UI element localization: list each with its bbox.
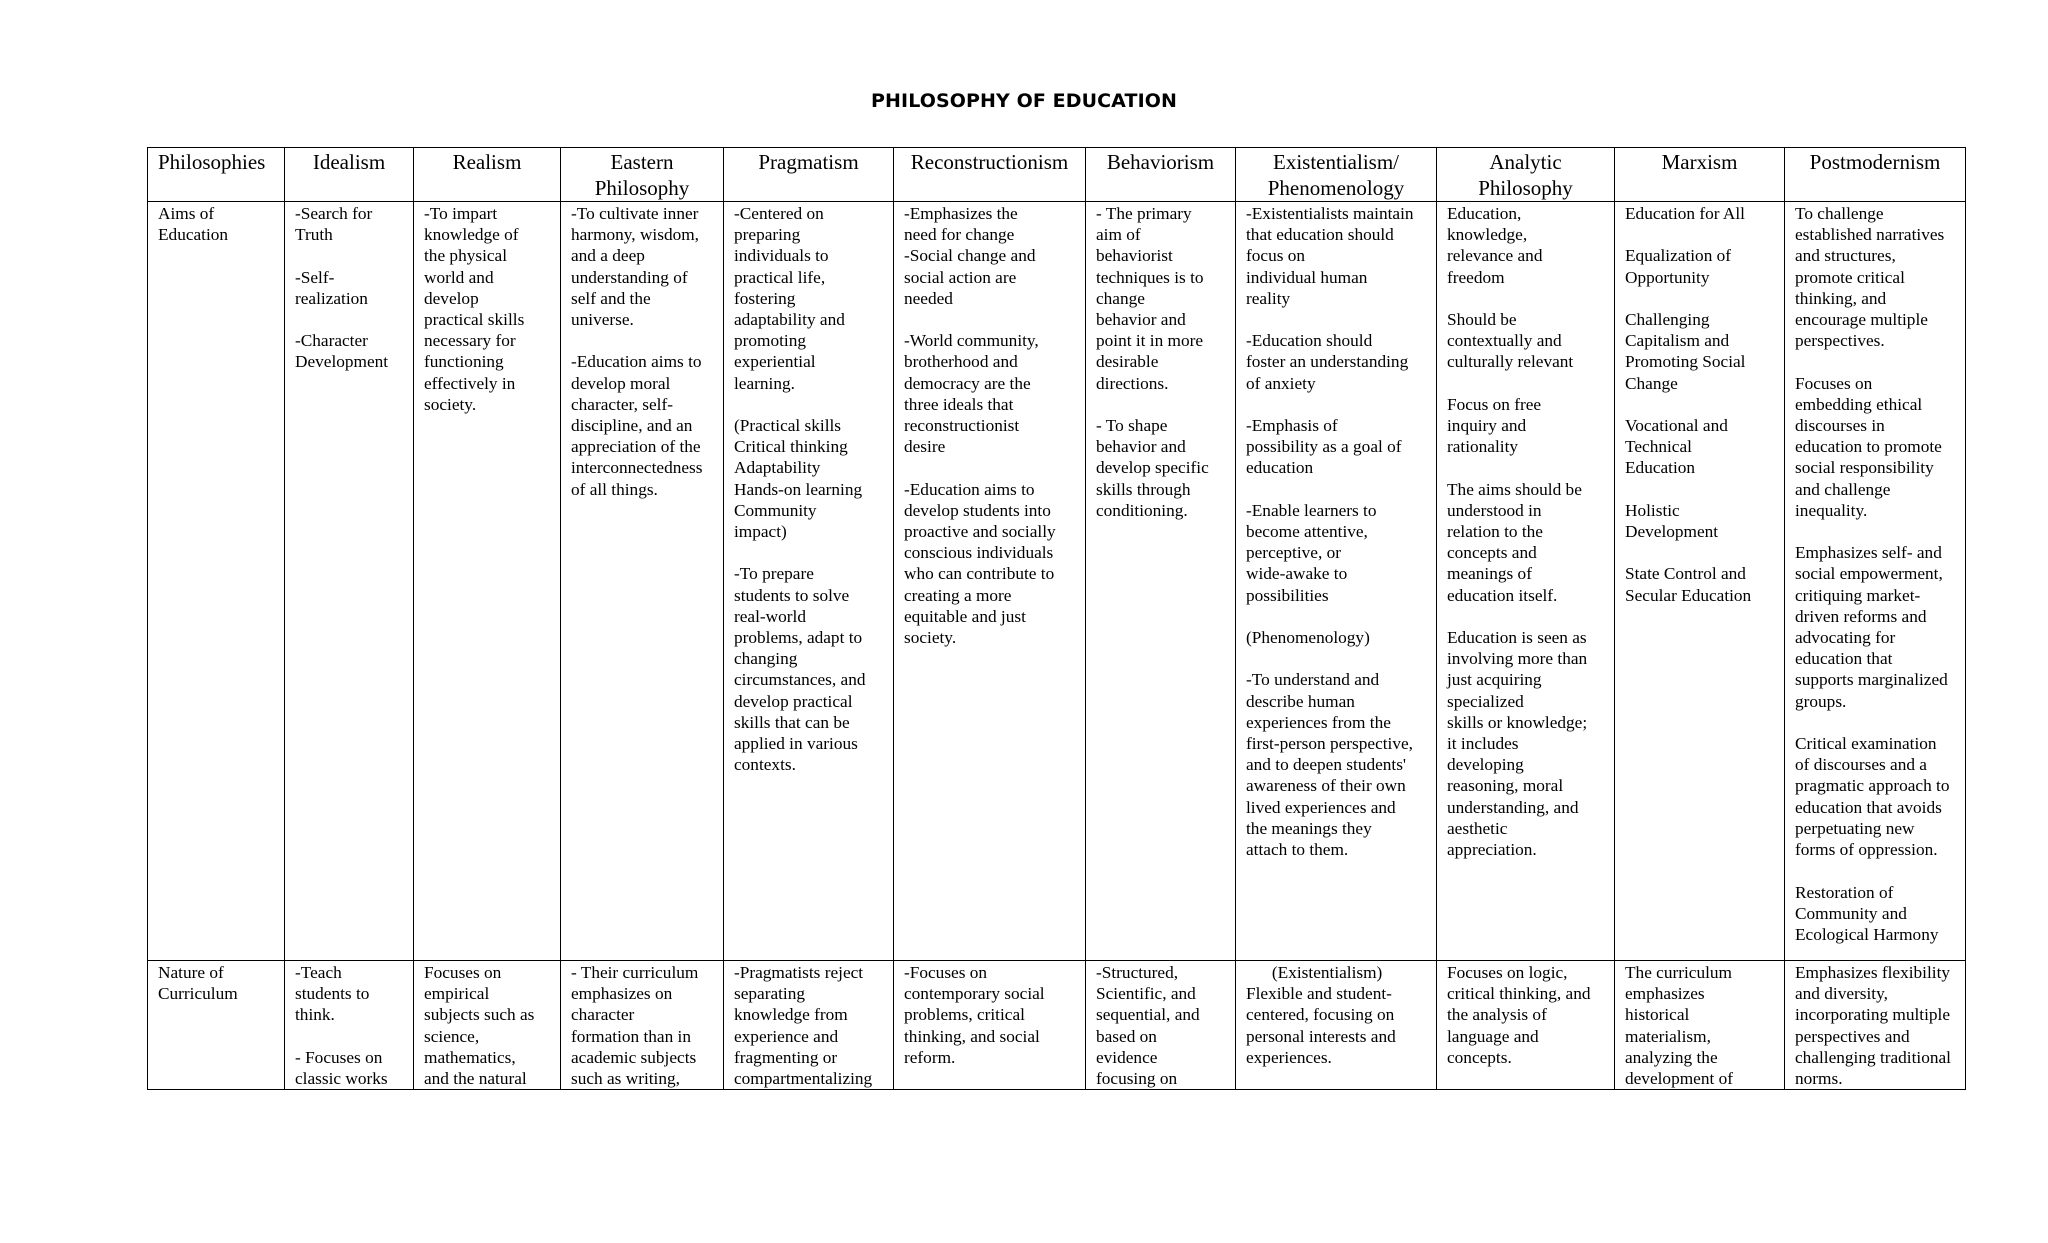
table-cell-aims-existentialism: -Existentialists maintain that education should focus on individual human reality -Education should foster an understanding of anxiety -Emphasis of possibility as a goal of education -Enable learners to become attentive, perceptive, or wide-awake to possibilities (Phenomenology) -To understand and describe human experiences from the first-person perspective, and to deepen students' awareness of their own lived experiences and the meanings they attach to them. [1236,202,1437,961]
page-title: PHILOSOPHY OF EDUCATION [871,90,1177,112]
column-header-existentialism-phenomenology: Existentialism/ Phenomenology [1236,148,1437,202]
column-header-marxism: Marxism [1615,148,1785,202]
table-cell-aims-idealism: -Search for Truth -Self- realization -Character Development [285,202,414,961]
column-header-reconstructionism: Reconstructionism [894,148,1086,202]
row-label-aims-of-education: Aims of Education [148,202,285,961]
table-cell-curriculum-idealism: -Teach students to think. - Focuses on classic works [285,961,414,1090]
column-header-eastern-philosophy: Eastern Philosophy [561,148,724,202]
table-cell-curriculum-reconstructionism: -Focuses on contemporary social problems, critical thinking, and social reform. [894,961,1086,1090]
row-label-nature-of-curriculum: Nature of Curriculum [148,961,285,1090]
table-row-nature-of-curriculum [148,961,1966,1090]
philosophy-table [147,147,1966,1090]
table-row-aims-of-education [148,202,1966,961]
table-cell-aims-behaviorism: - The primary aim of behaviorist techniques is to change behavior and point it in more desirable directions. - To shape behavior and develop specific skills through conditioning. [1086,202,1236,961]
table-cell-aims-analytic-philosophy: Education, knowledge, relevance and freedom Should be contextually and culturally relevant Focus on free inquiry and rationality The aims should be understood in relation to the concepts and meanings of education itself. Education is seen as involving more than just acquiring specialized skills or knowledge; it includes developing reasoning, moral understanding, and aesthetic appreciation. [1437,202,1615,961]
table-cell-aims-marxism: Education for All Equalization of Opportunity Challenging Capitalism and Promoting Social Change Vocational and Technical Education Holistic Development State Control and Secular Education [1615,202,1785,961]
table-cell-curriculum-postmodernism: Emphasizes flexibility and diversity, incorporating multiple perspectives and challenging traditional norms. [1785,961,1966,1090]
table-cell-curriculum-eastern-philosophy: - Their curriculum emphasizes on character formation than in academic subjects such as writing, [561,961,724,1090]
table-cell-curriculum-analytic-philosophy: Focuses on logic, critical thinking, and the analysis of language and concepts. [1437,961,1615,1090]
column-header-philosophies: Philosophies [148,148,285,202]
table-cell-aims-realism: -To impart knowledge of the physical world and develop practical skills necessary for functioning effectively in society. [414,202,561,961]
table-cell-curriculum-existentialism: (Existentialism) Flexible and student- centered, focusing on personal interests and experiences. [1236,961,1437,1090]
column-header-postmodernism: Postmodernism [1785,148,1966,202]
table-cell-curriculum-marxism: The curriculum emphasizes historical materialism, analyzing the development of [1615,961,1785,1090]
table-cell-aims-eastern-philosophy: -To cultivate inner harmony, wisdom, and a deep understanding of self and the universe. -Education aims to develop moral character, self- discipline, and an appreciation of the interconnectedness of all things. [561,202,724,961]
table-cell-curriculum-behaviorism: -Structured, Scientific, and sequential, and based on evidence focusing on [1086,961,1236,1090]
table-cell-curriculum-realism: Focuses on empirical subjects such as science, mathematics, and the natural [414,961,561,1090]
column-header-behaviorism: Behaviorism [1086,148,1236,202]
table-cell-aims-pragmatism: -Centered on preparing individuals to practical life, fostering adaptability and promoting experiential learning. (Practical skills Critical thinking Adaptability Hands-on learning Community impact) -To prepare students to solve real-world problems, adapt to changing circumstances, and develop practical skills that can be applied in various contexts. [724,202,894,961]
column-header-pragmatism: Pragmatism [724,148,894,202]
column-header-idealism: Idealism [285,148,414,202]
column-header-realism: Realism [414,148,561,202]
table-cell-aims-postmodernism: To challenge established narratives and structures, promote critical thinking, and encourage multiple perspectives. Focuses on embedding ethical discourses in education to promote social responsibility and challenge inequality. Emphasizes self- and social empowerment, critiquing market- driven reforms and advocating for education that supports marginalized groups. Critical examination of discourses and a pragmatic approach to education that avoids perpetuating new forms of oppression. Restoration of Community and Ecological Harmony [1785,202,1966,961]
column-header-analytic-philosophy: Analytic Philosophy [1437,148,1615,202]
header-row [148,148,1966,202]
table-cell-aims-reconstructionism: -Emphasizes the need for change -Social change and social action are needed -World community, brotherhood and democracy are the three ideals that reconstructionist desire -Education aims to develop students into proactive and socially conscious individuals who can contribute to creating a more equitable and just society. [894,202,1086,961]
table-cell-curriculum-pragmatism: -Pragmatists reject separating knowledge from experience and fragmenting or compartmentalizing [724,961,894,1090]
